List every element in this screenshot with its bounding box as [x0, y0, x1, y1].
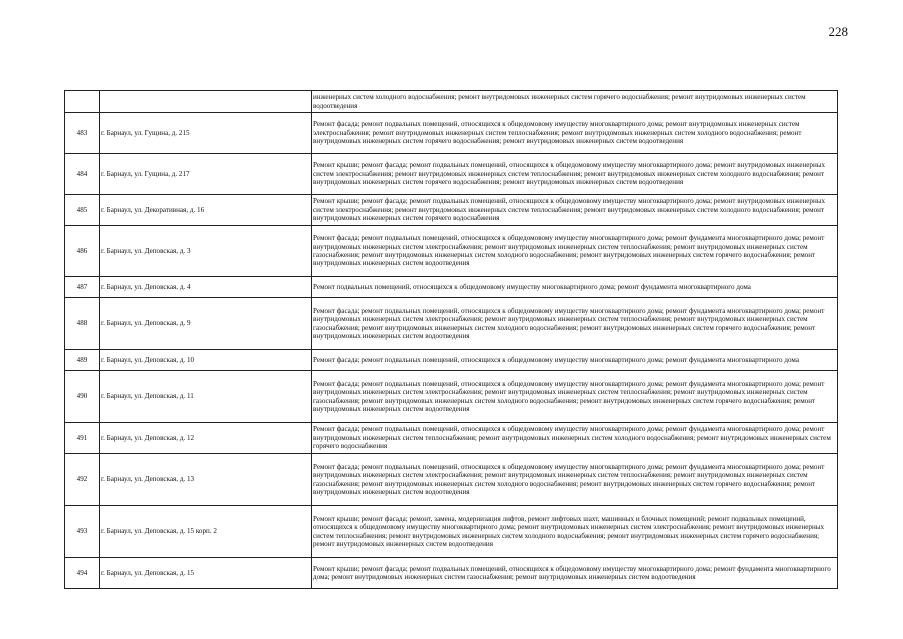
repair-works-table [64, 90, 838, 589]
row-works: Ремонт фасада; ремонт подвальных помещений, относящихся к общедомовому имуществу многоквартирного дома; ремонт фундамента многоквартирного дома; ремонт внутридомовых инженерных систем электроснабжения; ремонт внутридомовых инженерных систем теплоснабжения; ремонт внутридомовых инженерных систем газоснабжения; ремонт внутридомовых инженерных систем холодного водоснабжения; ремонт внутридомовых инженерных систем горячего водоснабжения; ремонт внутридомовых инженерных систем водоотведения [312, 226, 838, 277]
table-row [65, 91, 838, 113]
row-address: г. Барнаул, ул. Деповская, д. 3 [100, 226, 312, 277]
row-number: 487 [65, 277, 100, 298]
row-number: 484 [65, 154, 100, 195]
row-works: инженерных систем холодного водоснабжения; ремонт внутридомовых инженерных систем горячего водоснабжения; ремонт внутридомовых инженерных систем водоотведения [312, 91, 838, 113]
table-row [65, 558, 838, 589]
row-address: г. Барнаул, ул. Деповская, д. 10 [100, 350, 312, 371]
table-row [65, 454, 838, 506]
row-number: 493 [65, 506, 100, 558]
row-address: г. Барнаул, ул. Деповская, д. 9 [100, 298, 312, 350]
row-address: г. Барнаул, ул. Деповская, д. 11 [100, 371, 312, 423]
row-works: Ремонт фасада; ремонт подвальных помещений, относящихся к общедомовому имуществу многоквартирного дома; ремонт фундамента многоквартирного дома; ремонт внутридомовых инженерных систем электроснабжения; ремонт внутридомовых инженерных систем теплоснабжения; ремонт внутридомовых инженерных систем газоснабжения; ремонт внутридомовых инженерных систем холодного водоснабжения; ремонт внутридомовых инженерных систем горячего водоснабжения; ремонт внутридомовых инженерных систем водоотведения [312, 371, 838, 423]
row-number: 485 [65, 195, 100, 226]
row-works: Ремонт фасада; ремонт подвальных помещений, относящихся к общедомовому имуществу многоквартирного дома; ремонт фундамента многоквартирного дома; ремонт внутридомовых инженерных систем электроснабжения; ремонт внутридомовых инженерных систем теплоснабжения; ремонт внутридомовых инженерных систем газоснабжения; ремонт внутридомовых инженерных систем холодного водоснабжения; ремонт внутридомовых инженерных систем горячего водоснабжения; ремонт внутридомовых инженерных систем водоотведения [312, 298, 838, 350]
row-works: Ремонт крыши; ремонт фасада; ремонт подвальных помещений, относящихся к общедомовому имуществу многоквартирного дома; ремонт внутридомовых инженерных систем электроснабжения; ремонт внутридомовых инженерных систем теплоснабжения; ремонт внутридомовых инженерных систем холодного водоснабжения; ремонт внутридомовых инженерных систем горячего водоснабжения [312, 195, 838, 226]
row-works: Ремонт фасада; ремонт подвальных помещений, относящихся к общедомовому имуществу многоквартирного дома; ремонт фундамента многоквартирного дома [312, 350, 838, 371]
table-row [65, 226, 838, 277]
row-number: 488 [65, 298, 100, 350]
row-address: г. Барнаул, ул. Гущина, д. 215 [100, 113, 312, 154]
row-works: Ремонт крыши; ремонт фасада; ремонт подвальных помещений, относящихся к общедомовому имуществу многоквартирного дома; ремонт фундамента многоквартирного дома; ремонт внутридомовых инженерных систем газоснабжения; ремонт внутридомовых инженерных систем водоотведения [312, 558, 838, 589]
row-works: Ремонт фасада; ремонт подвальных помещений, относящихся к общедомовому имуществу многоквартирного дома; ремонт фундамента многоквартирного дома; ремонт внутридомовых инженерных систем теплоснабжения; ремонт внутридомовых инженерных систем холодного водоснабжения; ремонт внутридомовых инженерных систем горячего водоснабжения [312, 423, 838, 454]
table-row [65, 423, 838, 454]
row-address: г. Барнаул, ул. Гущина, д. 217 [100, 154, 312, 195]
row-number: 489 [65, 350, 100, 371]
table-row [65, 506, 838, 558]
row-works: Ремонт фасада; ремонт подвальных помещений, относящихся к общедомовому имуществу многоквартирного дома; ремонт фундамента многоквартирного дома; ремонт внутридомовых инженерных систем электроснабжения; ремонт внутридомовых инженерных систем теплоснабжения; ремонт внутридомовых инженерных систем газоснабжения; ремонт внутридомовых инженерных систем холодного водоснабжения; ремонт внутридомовых инженерных систем горячего водоснабжения; ремонт внутридомовых инженерных систем водоотведения [312, 454, 838, 506]
row-number: 490 [65, 371, 100, 423]
row-address: г. Барнаул, ул. Деповская, д. 13 [100, 454, 312, 506]
table-row [65, 298, 838, 350]
table-row [65, 113, 838, 154]
row-works: Ремонт крыши; ремонт фасада; ремонт подвальных помещений, относящихся к общедомовому имуществу многоквартирного дома; ремонт внутридомовых инженерных систем электроснабжения; ремонт внутридомовых инженерных систем теплоснабжения; ремонт внутридомовых инженерных систем холодного водоснабжения; ремонт внутридомовых инженерных систем горячего водоснабжения; ремонт внутридомовых инженерных систем водоотведения [312, 154, 838, 195]
page-number: 228 [828, 24, 848, 39]
row-address: г. Барнаул, ул. Деповская, д. 15 корп. 2 [100, 506, 312, 558]
row-number: 483 [65, 113, 100, 154]
table-row [65, 154, 838, 195]
row-works: Ремонт фасада; ремонт подвальных помещений, относящихся к общедомовому имуществу многоквартирного дома; ремонт внутридомовых инженерных систем электроснабжения; ремонт внутридомовых инженерных систем теплоснабжения; ремонт внутридомовых инженерных систем холодного водоснабжения; ремонт внутридомовых инженерных систем горячего водоснабжения; ремонт внутридомовых инженерных систем водоотведения [312, 113, 838, 154]
table-row [65, 277, 838, 298]
row-address: г. Барнаул, ул. Деповская, д. 4 [100, 277, 312, 298]
table-row [65, 371, 838, 423]
row-works: Ремонт подвальных помещений, относящихся к общедомовому имуществу многоквартирного дома; ремонт фундамента многоквартирного дома [312, 277, 838, 298]
row-number: 491 [65, 423, 100, 454]
row-number: 486 [65, 226, 100, 277]
row-number [65, 91, 100, 113]
row-number: 494 [65, 558, 100, 589]
row-address: г. Барнаул, ул. Декоративная, д. 16 [100, 195, 312, 226]
row-address: г. Барнаул, ул. Деповская, д. 15 [100, 558, 312, 589]
table-row [65, 195, 838, 226]
row-address [100, 91, 312, 113]
row-address: г. Барнаул, ул. Деповская, д. 12 [100, 423, 312, 454]
row-number: 492 [65, 454, 100, 506]
table-row [65, 350, 838, 371]
row-works: Ремонт крыши; ремонт фасада; ремонт, замена, модернизация лифтов, ремонт лифтовых шахт, машинных и блочных помещений; ремонт подвальных помещений, относящихся к общедомовому имуществу многоквартирного дома; ремонт внутридомовых инженерных систем электроснабжения; ремонт внутридомовых инженерных систем теплоснабжения; ремонт внутридомовых инженерных систем холодного водоснабжения; ремонт внутридомовых инженерных систем горячего водоснабжения; ремонт внутридомовых инженерных систем водоотведения [312, 506, 838, 558]
